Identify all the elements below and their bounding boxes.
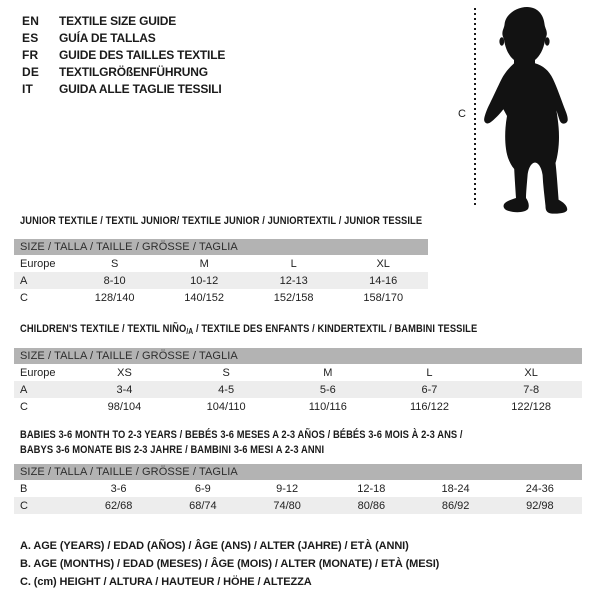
row-label: A	[14, 381, 74, 398]
height-measure-figure	[450, 5, 598, 217]
lang-code: DE	[22, 64, 40, 79]
size-cell: M	[199, 257, 209, 270]
legend-line-b: B. AGE (MONTHS) / EDAD (MESES) / ÂGE (MOIS) / ALTER (MONATE) / ETÀ (MESI)	[20, 558, 440, 570]
size-cell: 80/86	[329, 497, 413, 514]
size-header-bar	[14, 239, 428, 255]
language-header	[22, 12, 225, 97]
size-cell: 158/170	[363, 291, 404, 304]
size-cell: 140/152	[184, 291, 225, 304]
size-cell: 110/116	[308, 400, 347, 413]
children-title-subscript: /A	[186, 327, 194, 336]
lang-title: TEXTILE SIZE GUIDE	[59, 13, 177, 28]
lang-code: IT	[22, 81, 34, 96]
lang-row-de	[22, 63, 225, 80]
size-cell: 74/80	[245, 497, 329, 514]
legend-line-c: C. (cm) HEIGHT / ALTURA / HAUTEUR / HÖHE / ALTEZZA	[20, 576, 312, 588]
children-title-pre: CHILDREN'S TEXTILE / TEXTIL NIÑO	[20, 323, 187, 335]
lang-code: EN	[22, 13, 40, 28]
size-header-label: SIZE / TALLA / TAILLE / GRÖSSE / TAGLIA	[14, 348, 582, 364]
lang-row-en	[22, 12, 225, 29]
table-row-height	[14, 289, 428, 306]
size-cell: 116/122	[410, 400, 449, 413]
babies-title-line2: BABYS 3-6 MONATE BIS 2-3 JAHRE / BAMBINI 3-6 MESI A 2-3 ANNI	[20, 444, 325, 456]
size-cell: 4-5	[175, 381, 277, 398]
children-title-post: / TEXTILE DES ENFANTS / KINDERTEXTIL / BAMBINI TESSILE	[193, 323, 478, 335]
measure-c-label: C	[458, 108, 466, 120]
size-cell: 6-7	[379, 381, 481, 398]
size-cell: 86/92	[413, 497, 497, 514]
table-row-europe	[14, 364, 582, 381]
lang-title: GUIDA ALLE TAGLIE TESSILI	[59, 81, 222, 96]
table-row-europe	[14, 255, 428, 272]
table-row-age	[14, 272, 428, 289]
size-cell: 7-8	[480, 381, 582, 398]
lang-title: TEXTILGRÖßENFÜHRUNG	[59, 64, 208, 79]
junior-section-title: JUNIOR TEXTILE / TEXTIL JUNIOR/ TEXTILE JUNIOR / JUNIORTEXTIL / JUNIOR TESSILE	[20, 215, 423, 227]
size-cell: M	[323, 366, 333, 379]
table-row-height	[14, 497, 582, 514]
size-cell: 68/74	[161, 497, 245, 514]
children-section-title	[20, 322, 477, 339]
row-label: C	[14, 497, 76, 514]
size-cell: 98/104	[107, 400, 142, 413]
size-cell: 128/140	[94, 291, 135, 304]
size-cell: S	[110, 257, 119, 270]
size-cell: XS	[117, 366, 132, 379]
size-cell: 24-36	[525, 482, 554, 495]
table-row-age	[14, 381, 582, 398]
row-label: C	[20, 291, 28, 304]
babies-section-title	[20, 428, 463, 458]
size-cell: XL	[376, 257, 390, 270]
size-cell: XL	[524, 366, 538, 379]
size-cell: 62/68	[76, 497, 160, 514]
lang-row-fr	[22, 46, 225, 63]
lang-row-it	[22, 80, 225, 97]
size-header-bar	[14, 464, 582, 480]
children-size-table	[14, 348, 582, 415]
size-header-bar	[14, 348, 582, 364]
size-cell: 8-10	[70, 272, 160, 289]
row-label: Europe	[20, 366, 56, 379]
baby-silhouette-icon	[480, 5, 570, 215]
size-cell: 12-18	[357, 482, 386, 495]
table-row-months	[14, 480, 582, 497]
size-cell: 18-24	[441, 482, 470, 495]
size-cell: 5-6	[277, 381, 379, 398]
babies-title-line1: BABIES 3-6 MONTH TO 2-3 YEARS / BEBÉS 3-6 MESES A 2-3 AÑOS / BÉBÉS 3-6 MOIS À 2-3 ANS /	[20, 429, 463, 441]
lang-code: ES	[22, 30, 39, 45]
size-cell: 3-6	[110, 482, 127, 495]
size-cell: 92/98	[498, 497, 582, 514]
size-cell: L	[290, 257, 297, 270]
babies-size-table	[14, 464, 582, 514]
size-cell: 14-16	[338, 272, 428, 289]
size-cell: 9-12	[276, 482, 299, 495]
junior-size-table	[14, 239, 428, 306]
row-label: C	[20, 400, 28, 413]
lang-title: GUIDE DES TAILLES TEXTILE	[59, 47, 226, 62]
size-cell: S	[222, 366, 230, 379]
row-label: Europe	[20, 257, 56, 270]
lang-title: GUÍA DE TALLAS	[59, 30, 156, 45]
size-cell: 152/158	[273, 291, 314, 304]
size-cell: 12-13	[249, 272, 339, 289]
dashed-measure-line	[474, 8, 476, 208]
size-cell: 6-9	[194, 482, 211, 495]
size-header-label: SIZE / TALLA / TAILLE / GRÖSSE / TAGLIA	[14, 239, 428, 255]
size-cell: 3-4	[74, 381, 176, 398]
size-cell: 122/128	[511, 400, 552, 413]
row-label: B	[20, 482, 28, 495]
legend-line-a: A. AGE (YEARS) / EDAD (AÑOS) / ÂGE (ANS) / ALTER (JAHRE) / ETÀ (ANNI)	[20, 540, 409, 552]
size-cell: 104/110	[206, 400, 246, 413]
table-row-height	[14, 398, 582, 415]
size-header-label: SIZE / TALLA / TAILLE / GRÖSSE / TAGLIA	[14, 464, 582, 480]
measurement-legend	[20, 537, 439, 591]
lang-row-es	[22, 29, 225, 46]
size-cell: L	[426, 366, 433, 379]
lang-code: FR	[22, 47, 39, 62]
row-label: A	[14, 272, 70, 289]
size-cell: 10-12	[159, 272, 249, 289]
